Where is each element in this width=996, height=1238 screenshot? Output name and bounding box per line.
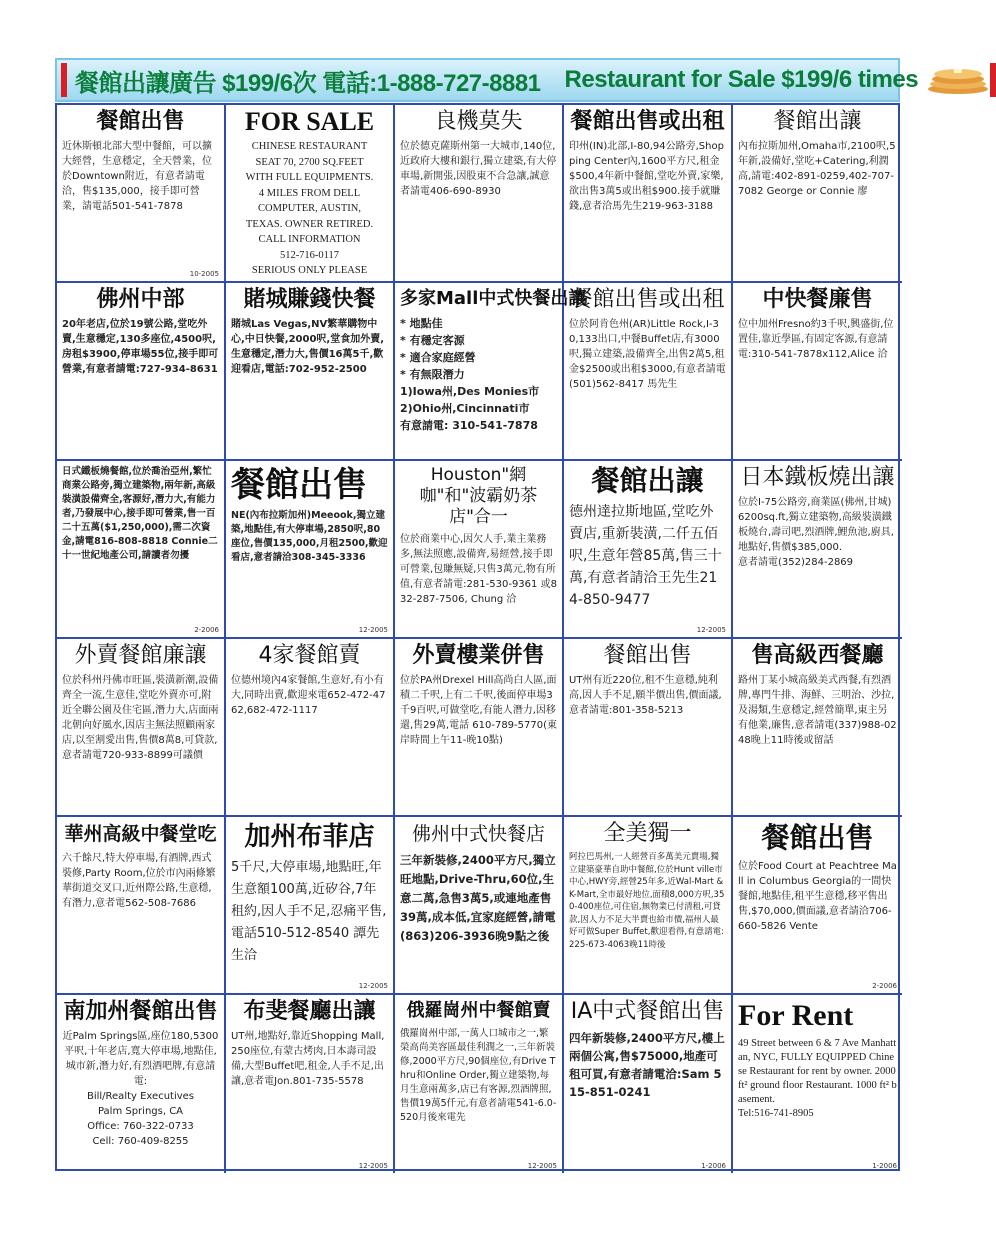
ad-cell[interactable] [395, 995, 564, 1173]
ad-body: 俄羅崗州中部,一萬人口城市之一,繁榮高尚美容區最佳利潤之一,三年新裝修,2000平方尺,90個座位,有Drive Thru和Online Order,獨立建築物,每月生意兩萬多,店已有客源,烈酒牌照,售價19萬5仟元,有意者請電541-6.0-520月後來電先 [400, 1028, 557, 1123]
ad-date-tag: 1-2006 [872, 1162, 897, 1170]
ad-body: 49 Street between 6 & 7 Ave Manhattan, NYC, FULLY EQUIPPED Chinese Restaurant for rent by owner. 2000 ft² ground floor Restaurant. 1000 ft² basement. Tel:516-741-8905 [738, 1038, 897, 1119]
ad-cell[interactable] [733, 995, 902, 1173]
ad-title: 日本鐵板燒出讓 [740, 465, 895, 490]
ad-body: NE(內布拉斯加州)Meeook,獨立建築,地點佳,有大停車場,2850呎,80座位,售價135,000,月租2500,歡迎看店,意者請洽308-345-3336 [231, 510, 388, 563]
ad-title: 外賣樓業併售 [412, 643, 545, 668]
ad-title: Houston"網咖"和"波霸奶茶店"合一 [419, 465, 538, 527]
ad-body: 位於PA州Drexel Hill高尚白人區,面積二千呎,上有二千呎,後面停車場3千9百呎,可做堂吃,有能人潛力,因移還,售29萬,電話 610-789-5770(東岸時間上午11-晚10點) [400, 675, 558, 746]
ad-title: 外賣餐館廉讓 [74, 643, 207, 668]
ad-cell[interactable] [57, 639, 226, 817]
ad-title: 餐館出售或出租 [570, 287, 725, 312]
ad-body: 三年新裝修,2400平方尺,獨立旺地點,Drive-Thru,60位,生意二萬,急售3萬5,或連地產售39萬,成本低,宜家庭經營,請電(863)206-3936晚9點之後 [400, 853, 556, 943]
ad-title: 佛州中部 [96, 287, 185, 312]
banner-english-title: Restaurant for Sale $199/6 times [564, 66, 919, 93]
ad-cell[interactable] [395, 817, 564, 995]
ad-cell[interactable] [226, 105, 395, 283]
banner-chinese-title: 餐館出讓廣告 $199/6次 電話:1-888-727-8881 [75, 69, 541, 97]
ad-title: FOR SALE [244, 107, 375, 136]
ads-grid [55, 103, 900, 1171]
ad-title: 餐館出讓 [591, 464, 704, 497]
ad-cell[interactable] [564, 105, 733, 283]
ad-body: UT州,地點好,靠近Shopping Mall,250座位,有蒙古烤肉,日本壽司設備,大型Buffet吧,租金,人手不足,出讓,意者電Jon.801-735-5578 [231, 1031, 385, 1087]
ad-cell[interactable] [57, 283, 226, 461]
ad-title: 餐館出售 [96, 109, 185, 134]
ad-title: 佛州中式快餐店 [411, 823, 545, 845]
ad-cell[interactable] [395, 461, 564, 639]
ad-body: 近休斯頓北部大型中餐館，可以擴大經營，生意穩定，全天營業，位於Downtown附近，有意者請電洽，售$135,000，接手即可營業，請電話501-541-7878 [62, 141, 212, 212]
ad-cell[interactable] [57, 995, 226, 1173]
banner-left-mark [61, 63, 67, 97]
ad-cell[interactable] [564, 817, 733, 995]
ad-title: 4家餐館賣 [258, 643, 361, 668]
ad-cell[interactable] [395, 283, 587, 461]
ad-body: 內布拉斯加州,Omaha市,2100呎,5年新,設備好,堂吃+Catering,利潤高,請電:402-891-0259,402-707-7082 George or Connie 廖 [738, 141, 896, 197]
ad-cell[interactable] [564, 639, 733, 817]
ad-cell[interactable] [57, 105, 226, 283]
ad-cell[interactable] [733, 639, 902, 817]
ad-date-tag: 1-2006 [701, 1162, 726, 1170]
ad-body: 位於德克薩斯州第一大城市,140位,近政府大樓和銀行,獨立建築,有大停車場,新開張,因股東不合急讓,誠意者請電406-690-8930 [400, 141, 557, 197]
ad-title: 餐館出讓 [773, 109, 862, 134]
ad-cell[interactable] [564, 283, 733, 461]
ad-body: 德州達拉斯地區,堂吃外賣店,重新裝潢,二仟五佰呎,生意年營85萬,售三十萬,有意者請洽王先生214-850-9477 [569, 504, 722, 608]
ad-date-tag: 12-2005 [696, 626, 726, 634]
ad-title: 俄羅崗州中餐館賣 [406, 1000, 551, 1021]
ad-title: 布斐餐廳出讓 [243, 999, 376, 1024]
ad-body: 20年老店,位於19號公路,堂吃外賣,生意穩定,130多座位,4500呎,房租$3900,停車場55位,接手即可營業,有意者請電:727-934-8631 [62, 319, 219, 375]
ad-title: 華州高級中餐堂吃 [64, 823, 217, 845]
ad-body: 位於阿肯色州(AR)Little Rock,I-30,133出口,中餐Buffet店,有3000呎,獨立建築,設備齊全,出售2萬5,租金$2500或出租$3000,有意者請電(501)562-8417 馬先生 [569, 319, 726, 390]
ad-body: 位中加州Fresno約3千呎,興盛街,位置佳,靠近學區,有固定客源,有意請電:310-541-7878x112,Alice 洽 [738, 319, 894, 360]
ad-cell[interactable] [564, 461, 733, 639]
ad-date-tag: 12-2005 [527, 1162, 557, 1170]
ad-body: 位於商業中心,因欠人手,業主業務多,無法照應,設備齊,易經營,接手即可營業,包賺無疑,只售3萬元,物有所值,有意者請電:281-530-9361 或832-287-7506, Chung 洽 [400, 534, 557, 605]
ad-cell[interactable] [226, 461, 395, 639]
ad-date-tag: 12-2005 [358, 626, 388, 634]
ad-cell[interactable] [57, 461, 226, 639]
ad-cell[interactable] [226, 283, 395, 461]
ad-title: 售高級西餐廳 [751, 643, 884, 668]
ad-date-tag: 2-2006 [872, 982, 897, 990]
ad-body: 六千餘尺,特大停車場,有酒牌,西式裝修,Party Room,位於市內兩條繁華街道交叉口,近州際公路,生意穩,有潛力,意者電562-508-7686 [62, 853, 216, 909]
ad-body: 印州(IN)北部,I-80,94公路旁,Shopping Center內,1600平方尺,租金$500,4年新中餐館,堂吃外賣,家樂,欲出售3萬5或出租$900.接手就賺錢,意者洽馬先生219-963-3188 [569, 141, 724, 212]
ad-body: 日式鐵板燒餐館,位於喬治亞州,繁忙商業公路旁,獨立建築物,兩年新,高級裝潢設備齊全,客源好,潛力大,有能力者,乃發展中心,接手即可營業,售一百二十五萬($1,250,000),需二次資金,請電816-808-8818 Connie二十一世紀地產公司,請讀者勿擾 [62, 466, 218, 561]
ad-title: 全美獨一 [603, 821, 692, 846]
ad-title: 餐館出售或出租 [570, 109, 725, 134]
ad-cell[interactable] [395, 105, 564, 283]
ad-body: 位於科州丹佛市旺區,裝潢新潮,設備齊全一流,生意佳,堂吃外賣亦可,附近全聯公園及住宅區,潛力大,店面兩北朝向好風水,因店主無法照顧兩家店,以至割愛出售,售價8萬8,可貸款,意者請電720-933-8899可議價 [62, 675, 219, 761]
ad-title: IA中式餐館出售 [570, 999, 725, 1024]
ad-cell[interactable] [226, 995, 395, 1173]
ad-title: For Rent [738, 999, 854, 1032]
ad-body: 近Palm Springs區,座位180,5300平呎,十年老店,寬大停車場,地點佳,城市新,潛力好,有烈酒吧牌,有意請電: Bill/Realty Executives Palm Springs, CA Office: 760-322-0733 Cell: 760-409-8255 [62, 1031, 219, 1147]
ad-date-tag: 12-2005 [358, 982, 388, 990]
ad-body: 5千尺,大停車場,地點旺,年生意額100萬,近矽谷,7年租約,因人手不足,忍痛平售,電話510-512-8540 譚先生洽 [231, 860, 387, 963]
ad-cell[interactable] [57, 817, 226, 995]
ad-title: 良機莫失 [434, 109, 523, 134]
ad-cell[interactable] [564, 995, 733, 1173]
ad-cell[interactable] [733, 461, 902, 639]
ad-date-tag: 2-2006 [194, 626, 219, 634]
ad-body: UT州有近220位,租不生意穩,純利高,因人手不足,願半價出售,價面議,意者請電:801-358-5213 [569, 675, 722, 716]
ad-title: 餐館出售 [761, 821, 874, 854]
ad-date-tag: 12-2005 [358, 1162, 388, 1170]
banner-right-mark [990, 63, 996, 97]
ad-title: 賭城賺錢快餐 [243, 287, 376, 312]
ad-title: 加州布菲店 [244, 822, 375, 852]
ad-cell[interactable] [733, 105, 902, 283]
ad-title: 中快餐廉售 [762, 287, 873, 312]
ad-cell[interactable] [226, 817, 395, 995]
pancake-icon [926, 65, 990, 95]
ad-body: 阿拉巴馬州,一人經營百多萬美元賣場,獨立建築豪華自助中餐館,位於Hunt ville市中心,HWY旁,經營25年多,近Wal-Mart & K-Mart,全市最好地位,面積8,000方呎,350-400座位,可住宿,無物業已付清租,可貸款,因人力不足大半賣也給市價,福州人最好可做Super Buffet,歡迎看得,有意請電:225-673-4063晚11時後 [569, 852, 725, 950]
ad-body: CHINESE RESTAURANT SEAT 70, 2700 SQ.FEET WITH FULL EQUIPMENTS. 4 MILES FROM DELL COMPUTER, AUSTIN, TEXAS. OWNER RETIRED. CALL INFORMATION 512-716-0117 SERIOUS ONLY PLEASE [245, 141, 374, 276]
ad-body: * 地點佳 * 有穩定客源 * 適合家庭經營 * 有無限潛力 1)Iowa州,Des Monies市 2)Ohio州,Cincinnati市 有意請電: 310-541-7878 [400, 317, 540, 432]
ad-title: 多家Mall中式快餐出讓 [400, 288, 587, 309]
ad-cell[interactable] [395, 639, 564, 817]
banner [55, 58, 919, 102]
ad-body: 路州丁某小城高級美式西餐,有烈酒牌,專門牛排、海鮮、三明治、沙拉,及湯類,生意穩定,經營簡單,東主另有他業,廉售,意者請電(337)988-0248晚上11時後或留話 [738, 675, 897, 746]
ad-body: 賭城Las Vegas,NV繁華購物中心,中日快餐,2000呎,堂食加外賣,生意穩定,潛力大,售價16萬5千,歡迎看店,電話:702-952-2500 [231, 319, 385, 375]
ad-cell[interactable] [226, 639, 395, 817]
ad-body: 位德州境內4家餐館,生意好,有小有大,同時出賣,歡迎來電652-472-4762,682-472-1117 [231, 675, 386, 716]
ad-cell[interactable] [733, 817, 902, 995]
ad-cell[interactable] [733, 283, 902, 461]
ad-title: 南加州餐館出售 [63, 999, 218, 1024]
ad-body: 位於Food Court at Peachtree Mall in Columbus Georgia的一間快餐館,地點佳,租平生意穩,移平售出售,$70,000,價面議,意者請洽706-660-5826 Vente [738, 861, 897, 932]
ad-date-tag: 10-2005 [189, 270, 219, 278]
ad-body: 四年新裝修,2400平方尺,樓上兩個公寓,售$75000,地產可租可買,有意者請電洽:Sam 515-851-0241 [569, 1031, 725, 1099]
ad-title: 餐館出售 [603, 643, 692, 668]
ad-body: 位於I-75公路旁,商業區(佛州,甘城)6200sq.ft,獨立建築物,高級裝潢鐵板燒台,壽司吧,烈酒牌,鯉魚池,廚具,地點好,售價$385,000. 意者請電(352)284-2869 [738, 497, 894, 568]
ad-title: 餐館出售 [231, 465, 367, 505]
